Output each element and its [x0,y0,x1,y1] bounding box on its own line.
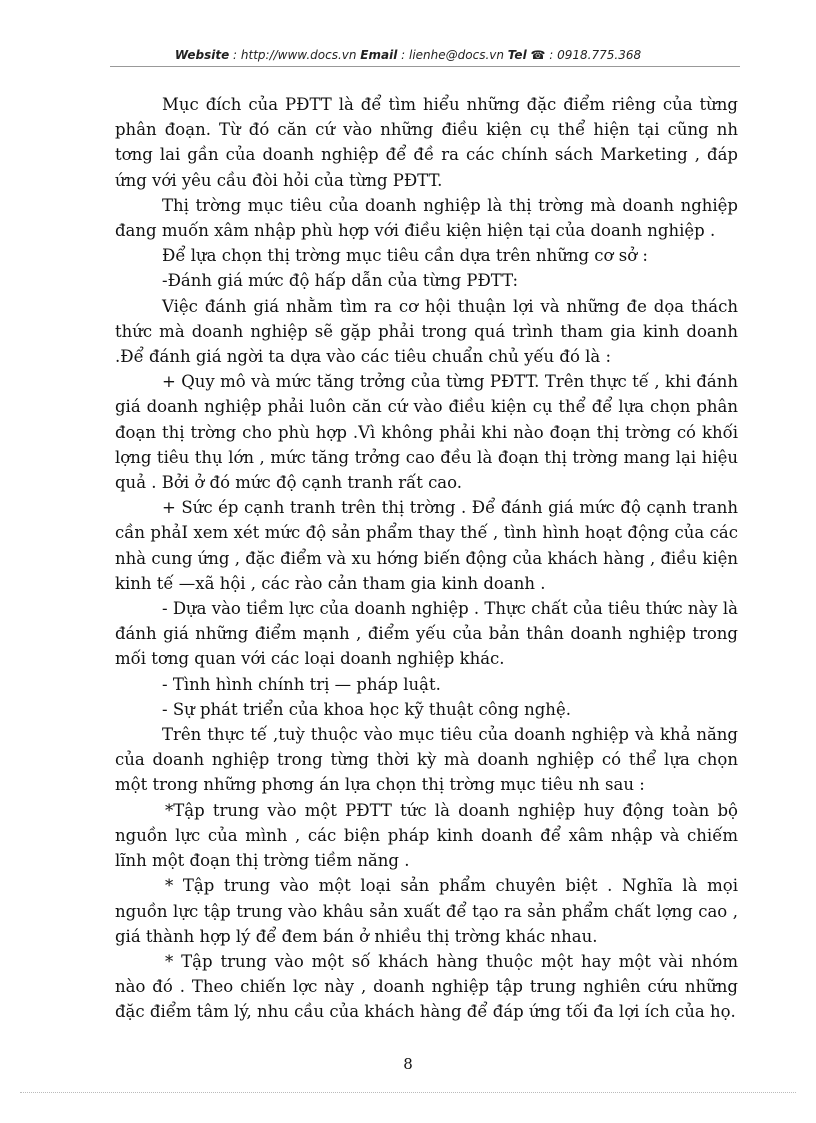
footer-divider [20,1092,796,1093]
paragraph: Thị trờng mục tiêu của doanh nghiệp là thị trờng mà doanh nghiệp đang muốn xâm nhập phù hợp với điều kiện hiện tại của doanh nghiệp . [115,195,738,241]
paragraph: Trên thực tế ,tuỳ thuộc vào mục tiêu của doanh nghiệp và khả năng của doanh nghiệp trong từng thời kỳ mà doanh nghiệp có thể lựa chọn một trong những phơng án lựa chọn thị trờng mục tiêu nh sau : [115,725,738,795]
paragraph: *Tập trung vào một PĐTT tức là doanh nghiệp huy động toàn bộ nguồn lực của mình , các biện pháp kinh doanh để xâm nhập và chiếm lĩnh một đoạn thị trờng tiềm năng . [115,800,738,871]
website-label: Website [174,48,230,62]
email-value: : lienhe@docs.vn [397,48,508,62]
tel-label: Tel [507,48,527,62]
paragraph: - Dựa vào tiềm lực của doanh nghiệp . Thực chất của tiêu thức này là đánh giá những điểm mạnh , điểm yếu của bản thân doanh nghiệp trong mối tơng quan với các loại doanh nghiệp khác. [115,599,738,669]
email-label: Email [360,48,398,62]
header-divider [110,66,740,67]
paragraph: + Quy mô và mức tăng trởng của từng PĐTT. Trên thực tế , khi đánh giá doanh nghiệp phải luôn căn cứ vào điều kiện cụ thể để lựa chọn phân đoạn thị trờng cho phù hợp .Vì không phải khi nào đoạn thị trờng có khối lợng tiêu thụ lớn , mức tăng trởng cao đều là đoạn thị trờng mang lại hiệu quả . Bởi ở đó mức độ cạnh tranh rất cao. [115,372,738,493]
paragraph: * Tập trung vào một loại sản phẩm chuyên biệt . Nghĩa là mọi nguồn lực tập trung vào khâu sản xuất để tạo ra sản phẩm chất lợng cao , giá thành hợp lý để đem bán ở nhiều thị trờng khác nhau. [115,876,738,946]
paragraph: + Sức ép cạnh tranh trên thị trờng . Để đánh giá mức độ cạnh tranh cần phảI xem xét mức độ sản phẩm thay thế , tình hình hoạt động của các nhà cung ứng , đặc điểm và xu hớng biến động của khách hàng , điều kiện kinh tế —xã hội , các rào cản tham gia kinh doanh . [115,498,738,593]
paragraph: Mục đích của PĐTT là để tìm hiểu những đặc điểm riêng của từng phân đoạn. Từ đó căn cứ vào những điều kiện cụ thể hiện tại cũng nh tơng lai gần của doanh nghiệp để đề ra các chính sách Marketing , đáp ứng với yêu cầu đòi hỏi của từng PĐTT. [115,95,738,190]
page-number: 8 [403,1055,413,1073]
paragraph: Việc đánh giá nhằm tìm ra cơ hội thuận lợi và những đe dọa thách thức mà doanh nghiệp sẽ gặp phải trong quá trình tham gia kinh doanh .Để đánh giá ngời ta dựa vào các tiêu chuẩn chủ yếu đó là : [115,296,738,367]
page-header [0,48,816,62]
document-body [115,92,738,1025]
paragraph: - Tình hình chính trị — pháp luật. [162,674,441,694]
paragraph: -Đánh giá mức độ hấp dẫn của từng PĐTT: [162,271,519,291]
website-value: : http://www.docs.vn [229,48,361,62]
paragraph: * Tập trung vào một số khách hàng thuộc một hay một vài nhóm nào đó . Theo chiến lợc này , doanh nghiệp tập trung nghiên cứu những đặc điểm tâm lý, nhu cầu của khách hàng để đáp ứng tối đa lợi ích của họ. [115,951,738,1022]
tel-value: ☎ : 0918.775.368 [526,48,642,62]
paragraph: - Sự phát triển của khoa học kỹ thuật công nghệ. [162,699,571,719]
paragraph: Để lựa chọn thị trờng mục tiêu cần dựa trên những cơ sở : [162,246,648,266]
